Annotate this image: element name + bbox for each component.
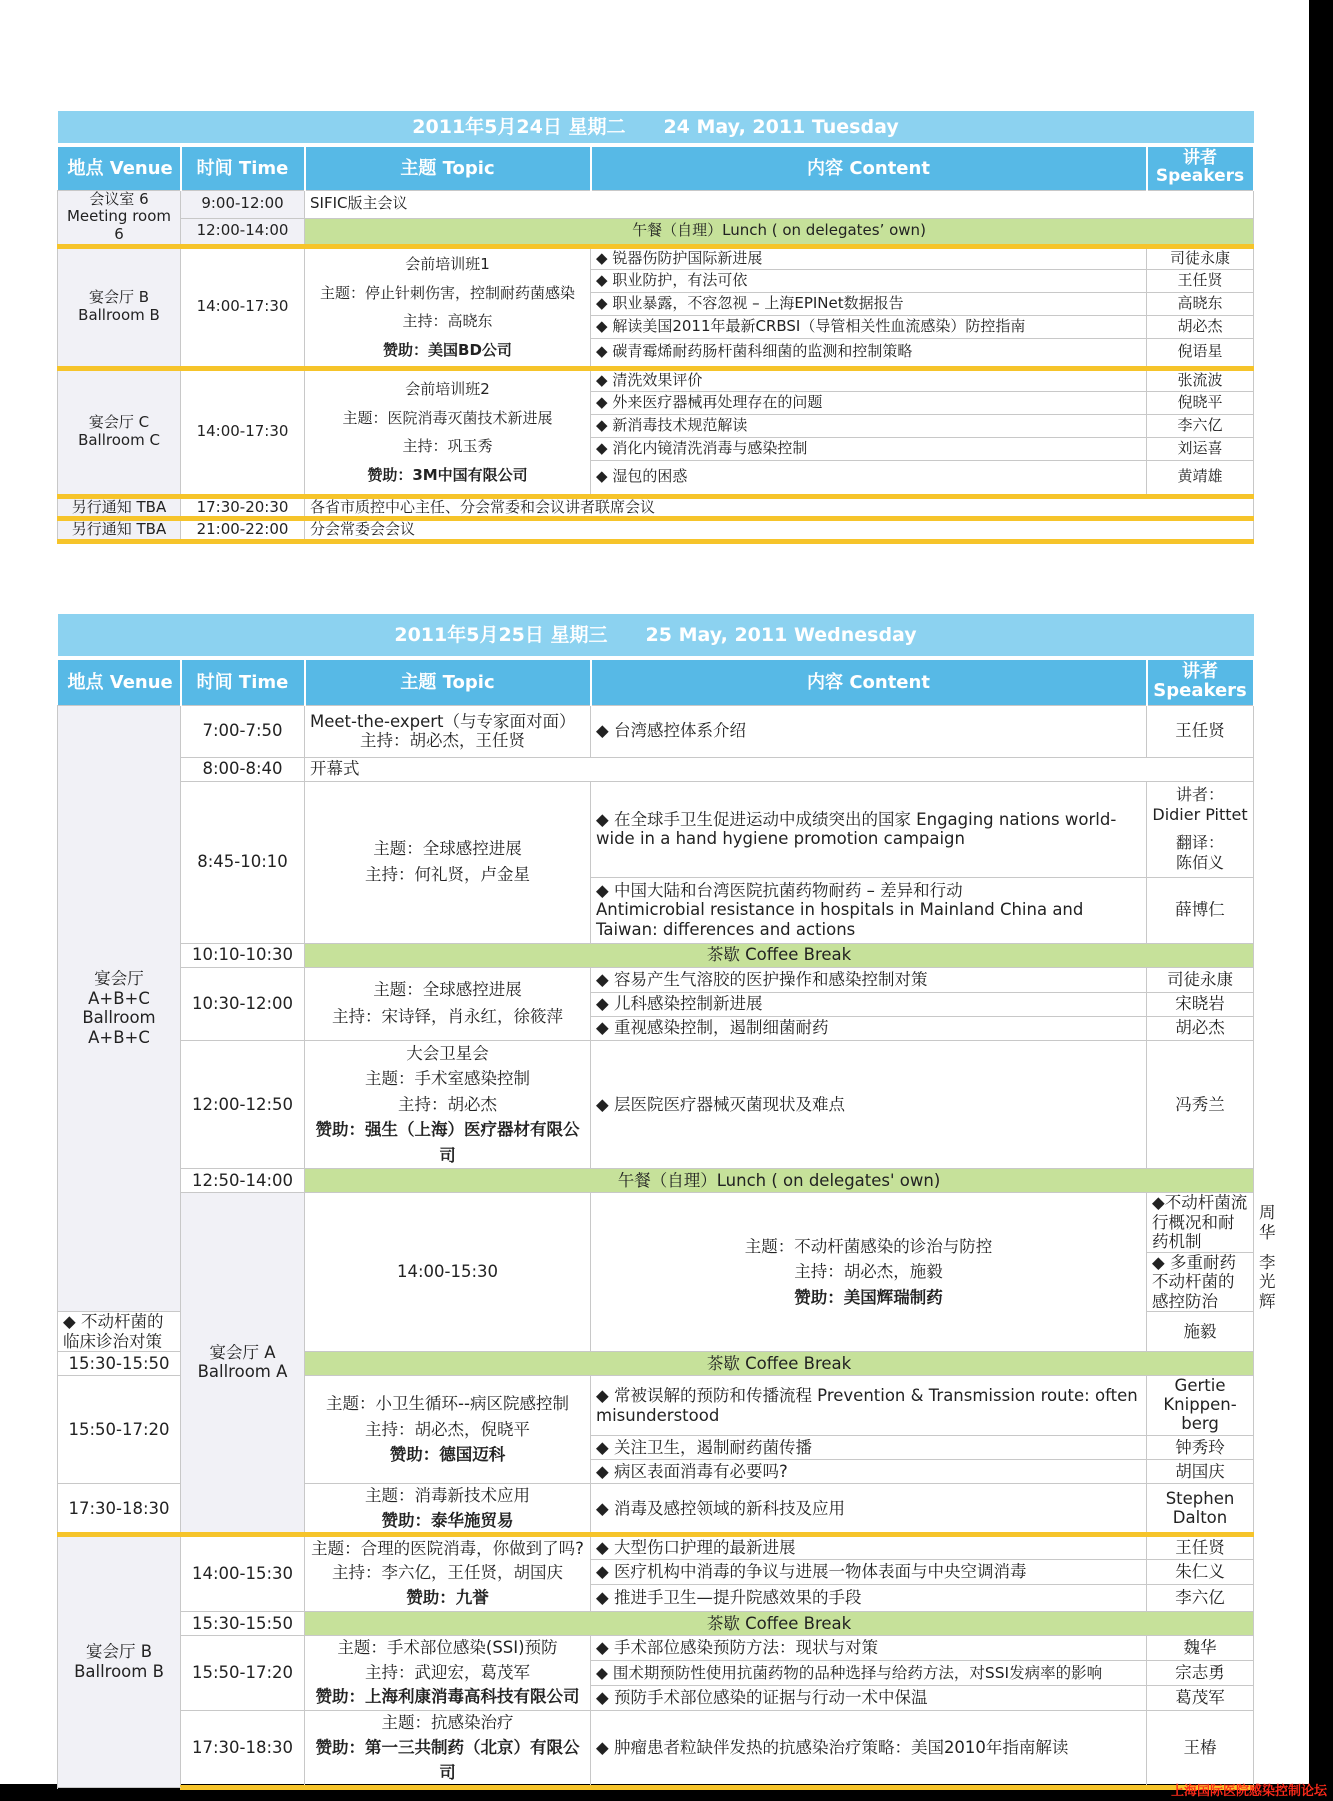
time-cell: 14:00-15:30 [181, 1534, 305, 1611]
time-cell: 8:45-10:10 [181, 781, 305, 943]
speaker: 宋晓岩 [1147, 992, 1254, 1016]
speaker: 司徒永康 [1147, 246, 1254, 269]
content-item: ◆ 碳青霉烯耐药肠杆菌科细菌的监测和控制策略 [591, 338, 1147, 368]
topic-cell: 主题：小卫生循环--病区院感控制 主持：胡必杰，倪晓平 赞助：德国迈科 [305, 1376, 591, 1484]
meeting-topic: SIFIC版主会议 [305, 190, 1254, 218]
content-item: ◆ 医疗机构中消毒的争议与进展一物体表面与中央空调消毒 [591, 1559, 1147, 1584]
topic-cell: 主题：全球感控进展 主持：宋诗铎，肖永红，徐筱萍 [305, 967, 591, 1040]
time-cell: 8:00-8:40 [181, 757, 305, 781]
time-cell: 21:00-22:00 [181, 519, 305, 542]
time-cell: 17:30-18:30 [58, 1484, 181, 1535]
coffee-break-bar: 茶歇 Coffee Break [305, 943, 1254, 967]
topic-cell: 主题：不动杆菌感染的诊治与防控 主持：胡必杰，施毅 赞助：美国辉瑞制药 [591, 1193, 1147, 1352]
time-cell: 15:50-17:20 [181, 1635, 305, 1710]
time-cell: 15:50-17:20 [58, 1376, 181, 1484]
venue-meeting-room: 会议室 6 Meeting room 6 [58, 190, 181, 246]
topic-cell: 主题：抗感染治疗 赞助：第一三共制药（北京）有限公司 [305, 1711, 591, 1788]
schedule-day1 [57, 111, 1255, 544]
speaker: 胡必杰 [1147, 1016, 1254, 1040]
venue-ballroom-abc: 宴会厅 A+B+C Ballroom A+B+C [58, 705, 181, 1312]
header-topic: 主题 Topic [305, 145, 591, 190]
speaker: 宗志勇 [1147, 1660, 1254, 1685]
header-content: 内容 Content [591, 145, 1147, 190]
content-item: ◆ 预防手术部位感染的证据与行动一术中保温 [591, 1685, 1147, 1710]
venue-ballroom-b: 宴会厅 B Ballroom B [58, 1534, 181, 1788]
tba-item: 分会常委会会议 [305, 519, 1254, 542]
speaker: 倪语星 [1147, 338, 1254, 368]
content-item: ◆ 不动杆菌的临床诊治对策 [58, 1312, 181, 1352]
header-content: 内容 Content [591, 658, 1147, 705]
speaker: Stephen Dalton [1147, 1484, 1254, 1535]
content-item: ◆ 容易产生气溶胶的医护操作和感染控制对策 [591, 967, 1147, 992]
speaker: 钟秀玲 [1147, 1436, 1254, 1460]
speaker: 薛博仁 [1147, 877, 1254, 943]
day2-title: 2011年5月25日 星期三 25 May, 2011 Wednesday [58, 614, 1254, 658]
speaker: 王任贤 [1147, 1534, 1254, 1559]
coffee-break-bar: 茶歇 Coffee Break [305, 1611, 1254, 1635]
content-item: ◆ 职业暴露，不容忽视 – 上海EPINet数据报告 [591, 292, 1147, 315]
speaker: 施毅 [1147, 1312, 1254, 1352]
content-item: ◆ 重视感染控制，遏制细菌耐药 [591, 1016, 1147, 1040]
time-cell: 12:00-12:50 [181, 1040, 305, 1169]
header-speakers: 讲者 Speakers [1147, 658, 1254, 705]
time-cell: 12:50-14:00 [181, 1169, 305, 1193]
speaker: 冯秀兰 [1147, 1040, 1254, 1169]
speaker: 刘运喜 [1147, 437, 1254, 460]
content-item: ◆不动杆菌流行概况和耐药机制 [1147, 1193, 1254, 1252]
content-item: ◆ 病区表面消毒有必要吗? [591, 1460, 1147, 1484]
speaker: 李六亿 [1147, 1584, 1254, 1611]
time-cell: 14:00-15:30 [305, 1193, 591, 1352]
header-venue: 地点 Venue [58, 658, 181, 705]
speaker: 葛茂军 [1147, 1685, 1254, 1710]
content-item: ◆ 关注卫生，遏制耐药菌传播 [591, 1436, 1147, 1460]
speaker: 讲者： Didier Pittet 翻译： 陈佰义 [1147, 781, 1254, 877]
time-cell: 15:30-15:50 [58, 1352, 181, 1376]
schedule-day2: 2011年5月25日 星期三 25 May, 2011 Wednesday 地点 Venue 时间 Time 主题 Topic 内容 Content 讲者 Speakers 宴会厅 A+B+C Ballroom A+B+C 7:00-7:50 Meet-the-expert（与专家面对面） 主持：胡必杰，王任贤 ◆ 台湾感控体系介绍 王任贤 8:00-8:40 开幕式 8:45-10:10 主题：全球感控进展 主持：何礼贤，卢金星 ◆ 在全球手卫生促进运动中成绩突出的国家 Engaging nations world-wide in a hand hygiene promotion campaign 讲者： Didier Pittet 翻译： 陈佰义 ◆ 中国大陆和台湾医院抗菌药物耐药 – 差异和行动 Antimicrobial resistance in hospitals in Mainland China and Taiwan: differences and actions 薛博仁 10:10-10:30 茶歇 Coffee Break 10:30-12:00 主题：全球感控进展 主持：宋诗铎，肖永红，徐筱萍 ◆ 容易产生气溶胶的医护操作和感染控制对策 司徒永康 ◆ 儿科感染控制新进展 宋晓岩 ◆ 重视感染控制，遏制细菌耐药 胡必杰 12:00-12:50 大会卫星会 主题：手术室感染控制 主持：胡必杰 赞助：强生（上海）医疗器材有限公司 ◆ 层医院医疗器械灭菌现状及难点 冯秀兰 12:50-14:00 午餐（自理）Lunch ( on delegates' own) 宴会厅 A Ballroom A 14:00-15:30 主题：不动杆菌感染的诊治与防控 主持：胡必杰，施毅 赞助：美国辉瑞制药 ◆不动杆菌流行概况和耐药机制 周华 ◆ 多重耐药不动杆菌的感控防治 李光辉 ◆ 不动杆菌的临床诊治对策 施毅 15:30-15:50 茶歇 Coffee Break 15:50-17:20 主题：小卫生循环--病区院感控制 主持：胡必杰，倪晓平 赞助：德国迈科 ◆ 常被误解的预防和传播流程 Prevention & Transmission route: often misunderstood Gertie Knippen-berg ◆ 关注卫生，遏制耐药菌传播 钟秀玲 ◆ 病区表面消毒有必要吗? 胡国庆 17:30-18:30 主题：消毒新技术应用 赞助：泰华施贸易 ◆ 消毒及感控领域的新科技及应用 Stephen Dalton 宴会厅 B Ballroom B 14:00-15:30 主题：合理的医院消毒，你做到了吗? 主持：李六亿，王任贤，胡国庆 赞助：九誉 ◆ 大型伤口护理的最新进展 王任贤 ◆ 医疗机构中消毒的争议与进展一物体表面与中央空调消毒 朱仁义 ◆ 推进手卫生—提升院感效果的手段 李六亿 15:30-15:50 茶歇 Coffee Break 15:50-17:20 主题：手术部位感染(SSI)预防 主持：武迎宏，葛茂军 赞助：上海利康消毒高科技有限公司 ◆ 手术部位感染预防方法：现状与对策 魏华 ◆ 围术期预防性使用抗菌药物的品种选择与给药方法，对SSI发病率的影响 宗志勇 ◆ 预防手术部位感染的证据与行动一术中保温 葛茂军 17:30-18:30 主题：抗感染治疗 赞助：第一三共制药（北京）有限公司 ◆ 肿瘤患者粒缺伴发热的抗感染治疗策略：美国2010年指南解读 王椿 [57, 614, 1254, 1788]
content-item: ◆ 大型伤口护理的最新进展 [591, 1534, 1147, 1559]
content-item: ◆ 清洗效果评价 [591, 368, 1147, 391]
content-item: ◆ 台湾感控体系介绍 [591, 705, 1147, 757]
day1-title: 2011年5月24日 星期二 24 May, 2011 Tuesday [58, 111, 1254, 145]
content-item: ◆ 肿瘤患者粒缺伴发热的抗感染治疗策略：美国2010年指南解读 [591, 1711, 1147, 1788]
header-time: 时间 Time [181, 145, 305, 190]
venue-ballroom-a: 宴会厅 A Ballroom A [181, 1193, 305, 1534]
topic-cell: 主题：全球感控进展 主持：何礼贤，卢金星 [305, 781, 591, 943]
speaker: 张流波 [1147, 368, 1254, 391]
header-venue: 地点 Venue [58, 145, 181, 190]
venue-tba: 另行通知 TBA [58, 519, 181, 542]
topic-cell: 会前培训班2 主题：医院消毒灭菌技术新进展 主持：巩玉秀 赞助：3M中国有限公司 [305, 368, 591, 496]
topic-cell: 会前培训班1 主题：停止针刺伤害，控制耐药菌感染 主持：高晓东 赞助：美国BD公司 [305, 246, 591, 368]
speaker: 胡必杰 [1147, 315, 1254, 338]
speaker: 高晓东 [1147, 292, 1254, 315]
time-cell: 10:10-10:30 [181, 943, 305, 967]
time-cell: 17:30-20:30 [181, 496, 305, 519]
speaker: 司徒永康 [1147, 967, 1254, 992]
content-item: ◆ 湿包的困惑 [591, 460, 1147, 496]
lunch-bar: 午餐（自理）Lunch ( on delegates' own) [305, 1169, 1254, 1193]
content-item: ◆ 推进手卫生—提升院感效果的手段 [591, 1584, 1147, 1611]
topic-cell: 主题：手术部位感染(SSI)预防 主持：武迎宏，葛茂军 赞助：上海利康消毒高科技有限公司 [305, 1635, 591, 1710]
time-cell: 14:00-17:30 [181, 368, 305, 496]
speaker: 朱仁义 [1147, 1559, 1254, 1584]
content-item: ◆ 常被误解的预防和传播流程 Prevention & Transmission route: often misunderstood [591, 1376, 1147, 1436]
topic-cell: 主题：合理的医院消毒，你做到了吗? 主持：李六亿，王任贤，胡国庆 赞助：九誉 [305, 1534, 591, 1611]
header-speakers: 讲者 Speakers [1147, 145, 1254, 190]
topic-cell: 主题：消毒新技术应用 赞助：泰华施贸易 [305, 1484, 591, 1535]
header-topic: 主题 Topic [305, 658, 591, 705]
content-item: ◆ 外来医疗器械再处理存在的问题 [591, 391, 1147, 414]
speaker: 魏华 [1147, 1635, 1254, 1660]
tba-item: 各省市质控中心主任、分会常委和会议讲者联席会议 [305, 496, 1254, 519]
speaker: 黄靖雄 [1147, 460, 1254, 496]
content-item: ◆ 多重耐药不动杆菌的感控防治 [1147, 1252, 1254, 1311]
time-cell: 9:00-12:00 [181, 190, 305, 218]
time-cell: 14:00-17:30 [181, 246, 305, 368]
venue-ballroom-b: 宴会厅 B Ballroom B [58, 246, 181, 368]
content-item: ◆ 新消毒技术规范解读 [591, 414, 1147, 437]
content-item: ◆ 围术期预防性使用抗菌药物的品种选择与给药方法，对SSI发病率的影响 [591, 1660, 1147, 1685]
topic-cell: 大会卫星会 主题：手术室感染控制 主持：胡必杰 赞助：强生（上海）医疗器材有限公司 [305, 1040, 591, 1169]
speaker: 王任贤 [1147, 269, 1254, 292]
venue-ballroom-c: 宴会厅 C Ballroom C [58, 368, 181, 496]
coffee-break-bar: 茶歇 Coffee Break [305, 1352, 1254, 1376]
content-item: ◆ 锐器伤防护国际新进展 [591, 246, 1147, 269]
time-cell: 17:30-18:30 [181, 1711, 305, 1788]
content-item: ◆ 儿科感染控制新进展 [591, 992, 1147, 1016]
content-item: ◆ 手术部位感染预防方法：现状与对策 [591, 1635, 1147, 1660]
content-item: ◆ 在全球手卫生促进运动中成绩突出的国家 Engaging nations world-wide in a hand hygiene promotion campaign [591, 781, 1147, 877]
venue-tba: 另行通知 TBA [58, 496, 181, 519]
opening-ceremony: 开幕式 [305, 757, 1254, 781]
forum-watermark: 上海国际医院感染控制论坛 [1170, 1784, 1327, 1799]
content-item: ◆ 层医院医疗器械灭菌现状及难点 [591, 1040, 1147, 1169]
lunch-bar: 午餐（自理）Lunch ( on delegates’ own) [305, 218, 1254, 246]
speaker: 胡国庆 [1147, 1460, 1254, 1484]
time-cell: 12:00-14:00 [181, 218, 305, 246]
content-item: ◆ 解读美国2011年最新CRBSI（导管相关性血流感染）防控指南 [591, 315, 1147, 338]
topic-cell: Meet-the-expert（与专家面对面） 主持：胡必杰，王任贤 [305, 705, 591, 757]
speaker: 王任贤 [1147, 705, 1254, 757]
speaker: Gertie Knippen-berg [1147, 1376, 1254, 1436]
header-time: 时间 Time [181, 658, 305, 705]
content-item: ◆ 消化内镜清洗消毒与感染控制 [591, 437, 1147, 460]
speaker: 倪晓平 [1147, 391, 1254, 414]
content-item: ◆ 消毒及感控领域的新科技及应用 [591, 1484, 1147, 1535]
time-cell: 10:30-12:00 [181, 967, 305, 1040]
time-cell: 7:00-7:50 [181, 705, 305, 757]
speaker: 王椿 [1147, 1711, 1254, 1788]
content-item: ◆ 职业防护，有法可依 [591, 269, 1147, 292]
content-item: ◆ 中国大陆和台湾医院抗菌药物耐药 – 差异和行动 Antimicrobial resistance in hospitals in Mainland China and Taiwan: differences and actions [591, 877, 1147, 943]
speaker: 李六亿 [1147, 414, 1254, 437]
time-cell: 15:30-15:50 [181, 1611, 305, 1635]
